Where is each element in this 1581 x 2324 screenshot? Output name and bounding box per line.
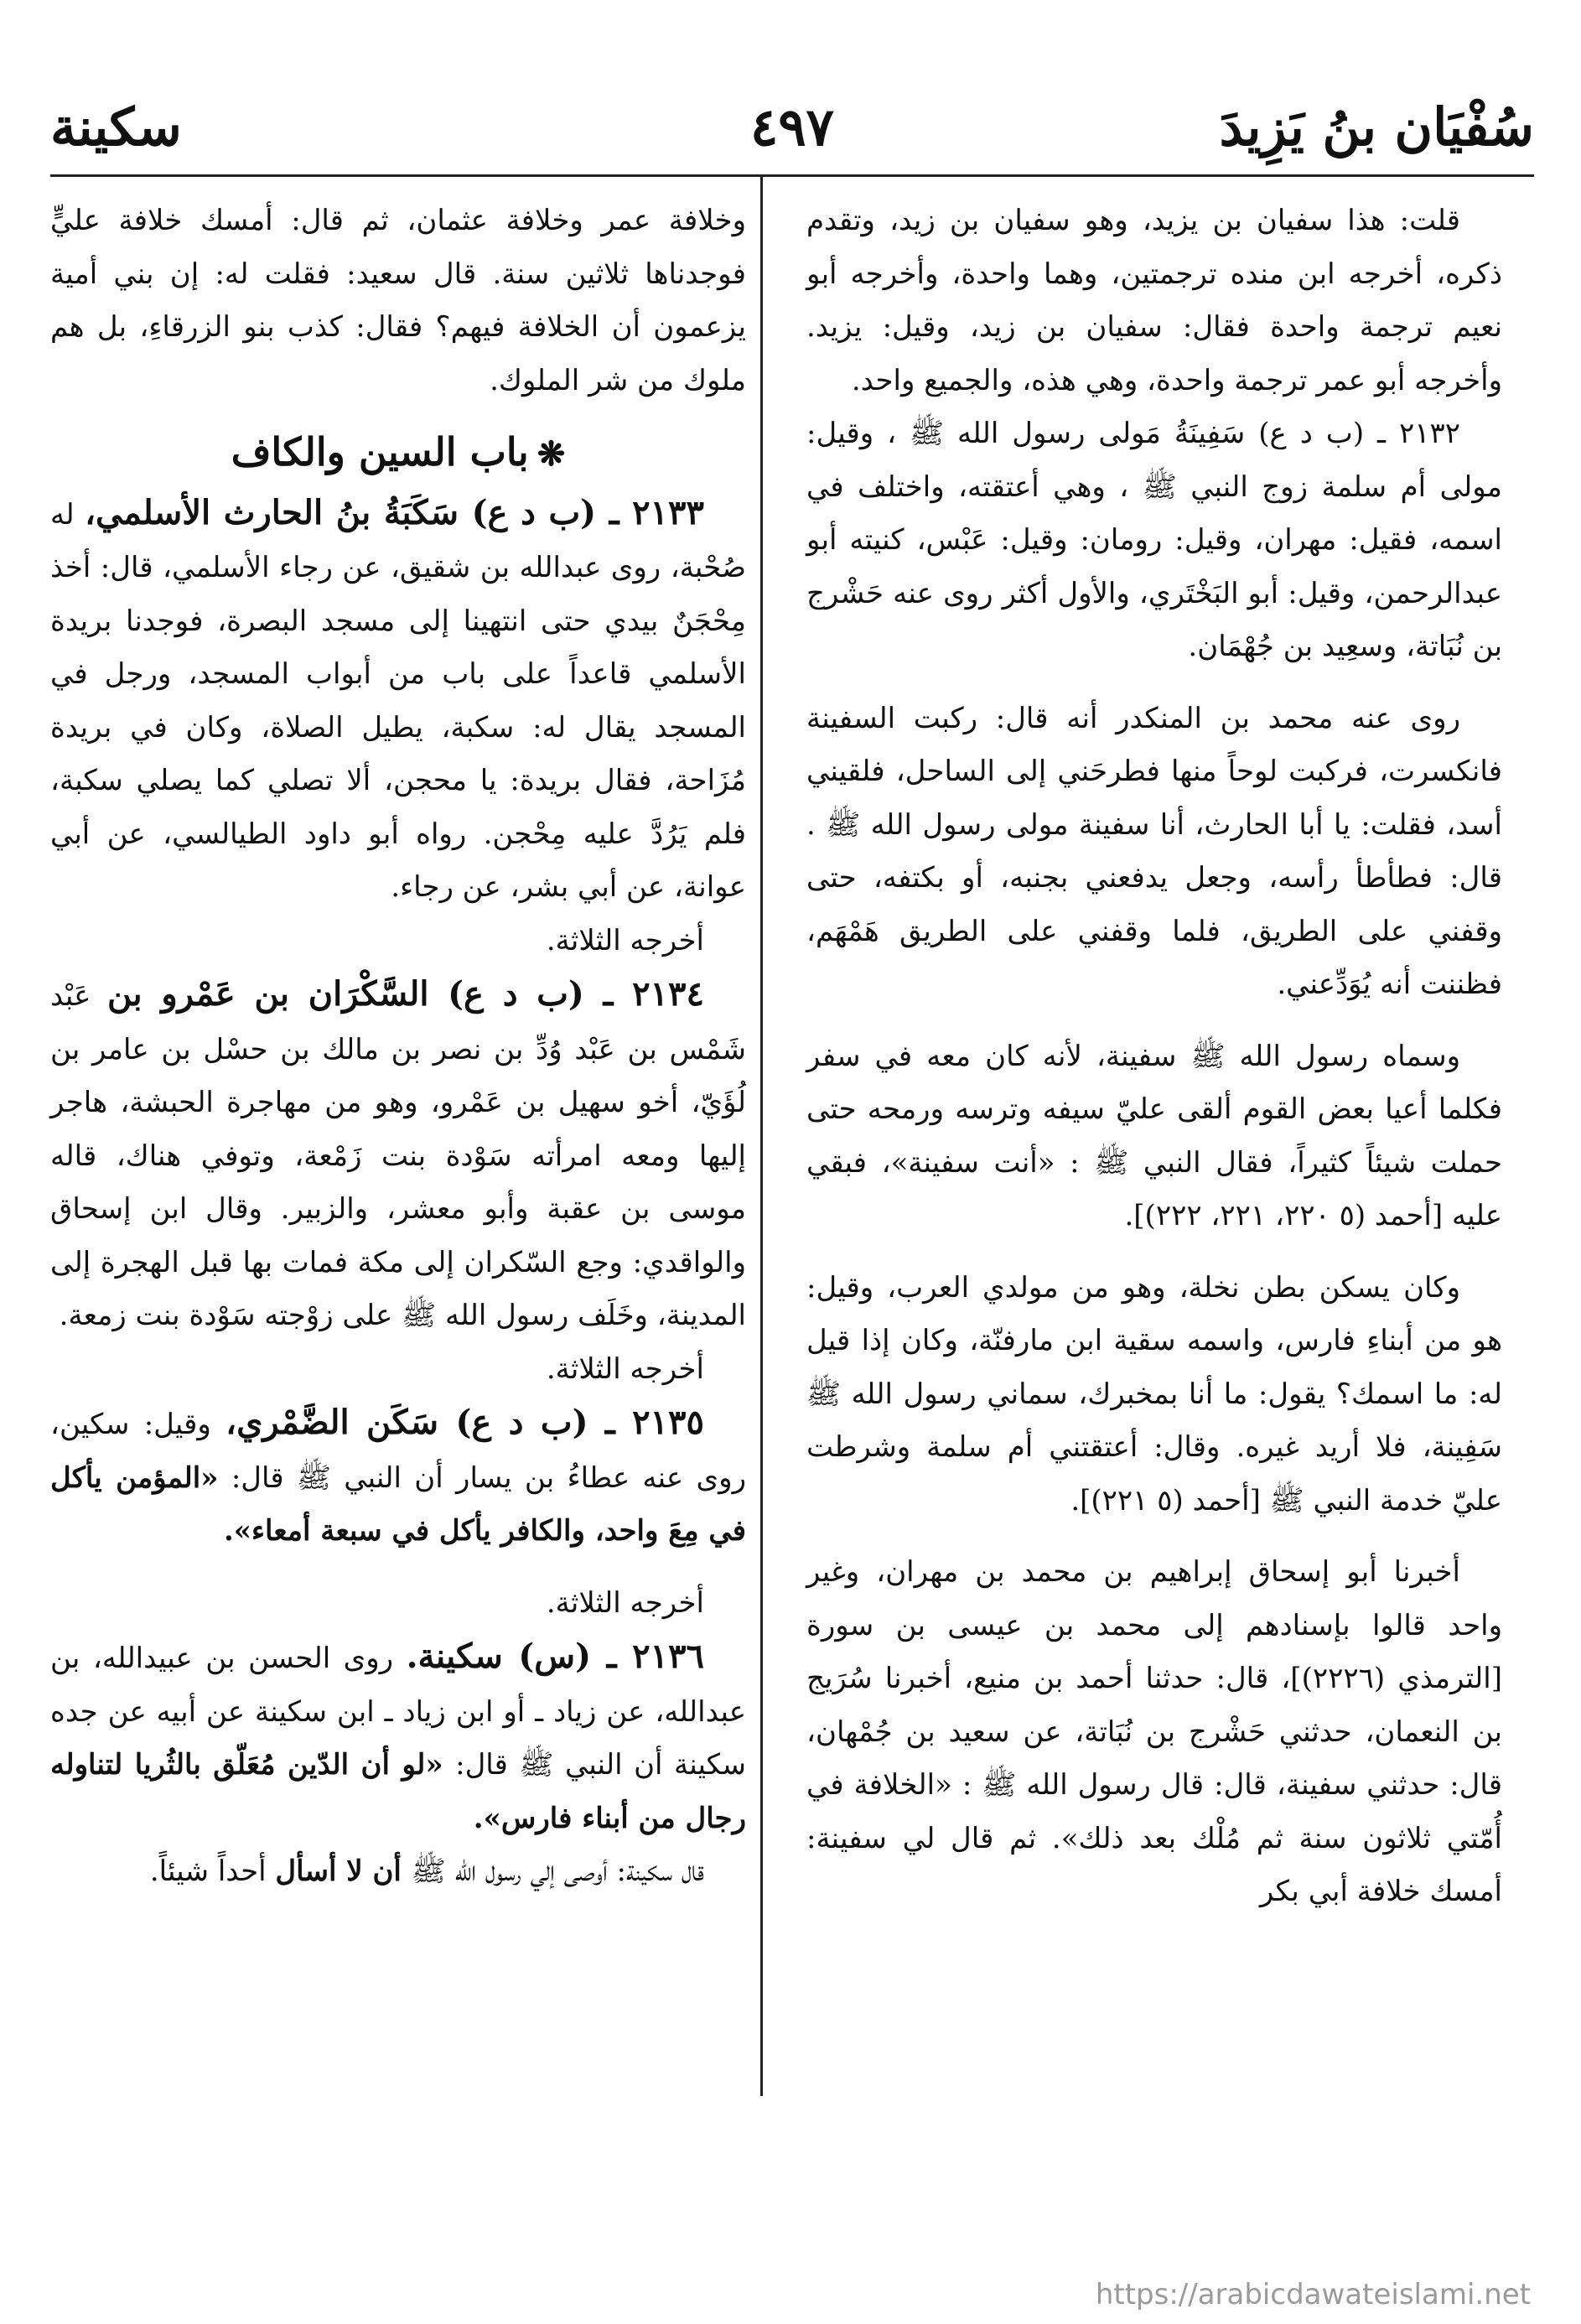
paragraph: وسماه رسول الله ﷺ سفينة، لأنه كان معه في سفر فكلما أعيا بعض القوم ألقى عليّ سيفه وترسه ورمحه حتى حملت شيئاً كثيراً، فقال النبي ﷺ : «أنت سفينة»، فبقي عليه [أحمد (٥ ٢٢٠، ٢٢١، ٢٢٢)]. <box>806 1039 1502 1232</box>
watermark-url: https://arabicdawateislami.net <box>1095 2278 1531 2311</box>
paragraph: قلت: هذا سفيان بن يزيد، وهو سفيان بن زيد، وتقدم ذكره، أخرجه ابن منده ترجمتين، وهما واحدة، وأخرجه أبو نعيم ترجمة واحدة فقال: سفيان بن زيد، وقيل: يزيد. وأخرجه أبو عمر ترجمة واحدة، وهي هذه، والجميع واحد. <box>806 204 1502 397</box>
entry-text: روى الحسن بن عبيدالله، بن عبدالله، عن زياد ـ أو ابن زياد ـ ابن سكينة عن أبيه عن جده سكينة أن النبي ﷺ قال: <box>50 1642 746 1782</box>
left-column <box>50 195 746 1899</box>
ornament-star-icon: ❋ <box>537 434 566 474</box>
paragraph: وخلافة عمر وخلافة عثمان، ثم قال: أمسك خلافة عليٍّ فوجدناها ثلاثين سنة. قال سعيد: فقلت له: إن بني أمية يزعمون أن الخلافة فيهم؟ فقال: كذب بنو الزرقاءِ، بل هم ملوك من شر الملوك. <box>50 204 746 397</box>
entry-text: أحداً شيئاً. <box>149 1855 276 1888</box>
page-number: ٤٩٧ <box>750 96 834 158</box>
entry-text: عَبْد شَمْس بن عَبْد وُدِّ بن نصر بن مالك بن حسْل بن عامر بن لُؤَيّ، أخو سهيل بن عَمْرو، وهو من مهاجرة الحبشة، هاجر إليها ومعه امرأته سَوْدة بنت زَمْعة، وتوفي هناك، قاله موسى بن عقبة وأبو معشر، والزبير. وقال ابن إسحاق والواقدي: وجع السّكران إلى مكة فمات بها قبل الهجرة إلى المدينة، وخَلَف رسول الله ﷺ على زوْجته سَوْدة بنت زمعة. <box>50 979 746 1332</box>
entry-heading: ٢١٣٦ ـ (س) سكينة. <box>406 1637 704 1676</box>
entry-2136 <box>50 1630 746 1845</box>
attribution: أخرجه الثلاثة. <box>546 923 704 957</box>
entry-text: قال سكينة: أوصى إلي رسول الله ﷺ <box>411 1855 704 1888</box>
entry-2133 <box>50 486 746 915</box>
page-header <box>50 84 1534 176</box>
entry-heading: ٢١٣٣ ـ (ب د ع) سَكَبَةُ بنُ الحارث الأسلمي، <box>85 492 704 532</box>
entry-text: سكين، روى عنه عطاءُ بن يسار أن النبي ﷺ قال: <box>50 1408 746 1495</box>
entry-text: وقيل: <box>143 1408 226 1441</box>
attribution: أخرجه الثلاثة. <box>546 1585 704 1620</box>
entry-text: له صُحْبة، روى عبدالله بن شقيق، عن رجاء الأسلمي، قال: أخذ مِحْجَنٌ بيدي حتى انتهينا إلى مسجد البصرة، فوجدنا بريدة الأسلمي قاعداً على باب من أبواب المسجد، ورجل في المسجد يقال له: سكبة، يطيل الصلاة، وكان في بريدة مُزَاحة، فقال بريدة: يا محجن، ألا تصلي كما يصلي سكبة، فلم يَرُدَّ عليه مِحْجن. رواه أبو داود الطيالسي، عن أبي عوانة، عن أبي بشر، عن رجاء. <box>50 497 746 904</box>
paragraph: روى عنه محمد بن المنكدر أنه قال: ركبت السفينة فانكسرت، فركبت لوحاً منها فطرحَني إلى الساحل، فلقيني أسد، فقلت: يا أبا الحارث، أنا سفينة مولى رسول الله ﷺ . قال: فطأطأ رأسه، وجعل يدفعني بجنبه، أو بكتفه، حتى وقفني على الطريق، فلما وقفني على الطريق هَمْهَم، فظننت أنه يُوَدِّعني. <box>806 701 1502 1001</box>
entry-2132: ٢١٣٢ ـ (ب د ع) سَفِينَةُ مَولى رسول الله ﷺ ، وقيل: مولى أم سلمة زوج النبي ﷺ ، وهي أعتقته، واختلف في اسمه، فقيل: مهران، وقيل: رومان: وقيل: عَبْس، كنيته أبو عبدالرحمن، وقيل: أبو البَخْتَري، والأول أكثر روى عنه حَشْرج بن نُبَاتة، وسعِيد بن جُهْمَان. <box>806 417 1502 663</box>
running-title-left: سكينة <box>50 96 182 158</box>
column-divider <box>760 176 763 2096</box>
entry-heading: ٢١٣٤ ـ (ب د ع) السَّكْرَان بن عَمْرو بن <box>107 974 704 1014</box>
entry-2134 <box>50 967 746 1343</box>
paragraph: وكان يسكن بطن نخلة، وهو من مولدي العرب، وقيل: هو من أبناءِ فارس، واسمه سقية ابن مارفنّة، وكان إذا قيل له: ما اسمك؟ يقول: ما أنا بمخبرك، سماني رسول الله ﷺ سَفِينة، فلا أريد غيره. وقال: أعتقتني أم سلمة وشرطت عليّ خدمة النبي ﷺ [أحمد (٥ ٢٢١)]. <box>806 1270 1502 1517</box>
emphasis: أن لا أسأل <box>275 1855 412 1888</box>
paragraph: أخبرنا أبو إسحاق إبراهيم بن محمد بن مهران، وغير واحد قالوا بإسنادهم إلى محمد بن عيسى بن سورة [الترمذي (٢٢٢٦)]، قال: حدثنا أحمد بن منيع، أخبرنا سُرَيج بن النعمان، حدثني حَشْرج بن نُبَاتة، عن سعيد بن جُمْهان، قال: حدثني سفينة، قال: قال رسول الله ﷺ : «الخلافة في أُمّتي ثلاثون سنة ثم مُلْك بعد ذلك». ثم قال لي سفينة: أمسك خلافة أبي بكر <box>806 1555 1502 1908</box>
running-title-right: سُفْيَان بنُ يَزِيدَ <box>1219 96 1534 158</box>
attribution: أخرجه الثلاثة. <box>546 1351 704 1386</box>
hadith-quote: «المؤمن يأكل في مِعَ واحد، والكافر يأكل في سبعة أمعاء». <box>50 1460 746 1548</box>
entry-2135 <box>50 1396 746 1559</box>
paragraph <box>50 1845 746 1899</box>
entry-heading: ٢١٣٥ ـ (ب د ع) سَكَن الضَّمْري، <box>225 1403 704 1442</box>
chapter-heading <box>50 426 746 481</box>
hadith-quote: «لو أن الدّين مُعَلّق بالثُريا لتناوله رجال من أبناء فارس». <box>50 1748 746 1835</box>
chapter-title: باب السين والكاف <box>231 429 529 475</box>
right-column <box>806 195 1502 1919</box>
header-divider <box>50 174 1534 177</box>
